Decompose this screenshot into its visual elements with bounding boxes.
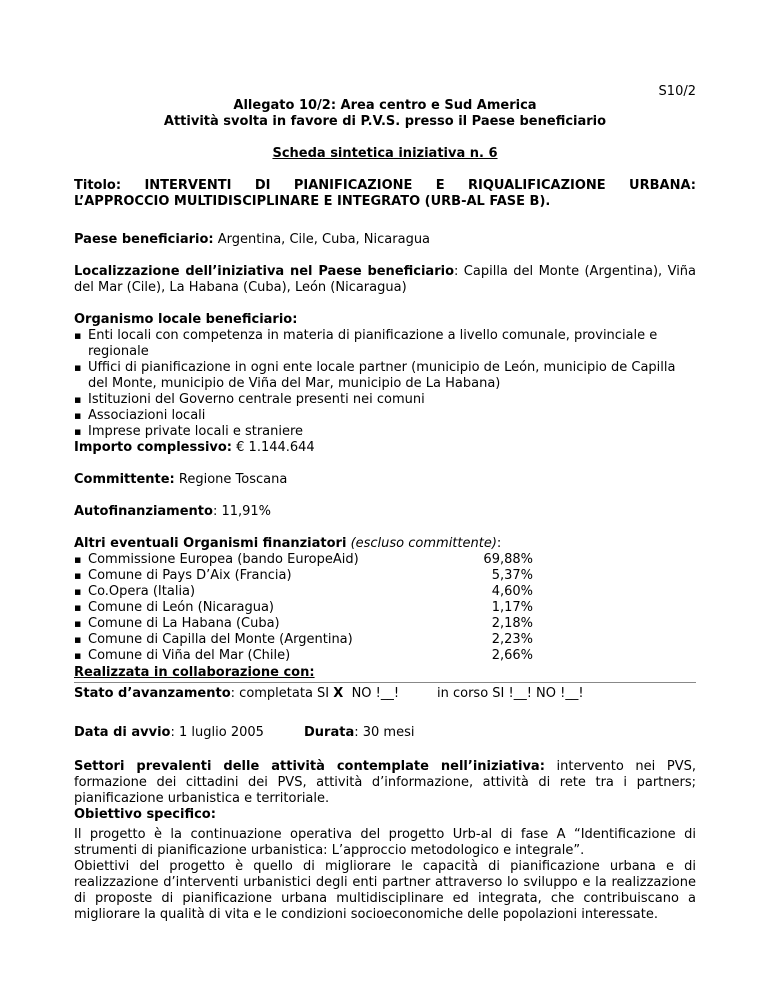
initiative-title-line1 — [74, 178, 696, 194]
objective-paragraph-1: Il progetto è la continuazione operativa del progetto Urb-al di fase A “Identificazione di strumenti di pianificazione urbanistica: L’approccio metodologico e integrale”. — [74, 827, 696, 858]
title-word: INTERVENTI — [144, 178, 232, 193]
funder-name: ▪ Comune di Capilla del Monte (Argentina) — [88, 632, 353, 647]
list-item: ▪ Istituzioni del Governo centrale presenti nei comuni — [74, 392, 696, 408]
annex-title: Allegato 10/2: Area centro e Sud America — [233, 98, 537, 113]
client-value: Regione Toscana — [178, 472, 288, 487]
funder-item — [74, 600, 696, 616]
other-funders-colon: : — [496, 536, 502, 551]
sheet-title: Scheda sintetica iniziativa n. 6 — [272, 146, 498, 161]
beneficiary-country-value: Argentina, Cile, Cuba, Nicaragua — [217, 232, 431, 247]
funder-name: ▪ Commissione Europea (bando EuropeAid) — [88, 552, 359, 567]
other-funders-note: (escluso committente) — [350, 536, 497, 551]
funder-item — [74, 616, 696, 632]
progress-status — [74, 686, 399, 702]
activity-title: Attività svolta in favore di P.V.S. presso il Paese beneficiario — [163, 114, 607, 129]
start-date-value: : 1 luglio 2005 — [170, 725, 264, 740]
client-label: Committente: — [74, 472, 175, 487]
status-completed-mark: X — [333, 686, 344, 701]
localization — [74, 264, 696, 296]
title-word: RIQUALIFICAZIONE — [468, 178, 606, 193]
funder-item — [74, 632, 696, 648]
funder-name: ▪ Comune di Viña del Mar (Chile) — [88, 648, 291, 663]
list-item: ▪ Enti locali con competenza in materia di pianificazione a livello comunale, provinciale e regionale — [74, 328, 696, 360]
sectors-value: intervento nei PVS, formazione dei cittadini dei PVS, attività d’informazione, attività di rete tra i partners; pianificazione urbanistica e territoriale. — [74, 759, 696, 806]
list-item: ▪ Uffici di pianificazione in ogni ente locale partner (municipio de León, municipio de Capilla del Monte, municipio de Viña del Mar, municipio de La Habana) — [74, 360, 696, 392]
total-amount-value: € 1.144.644 — [236, 440, 315, 455]
status-ongoing: in corso SI !__! NO !__! — [437, 686, 584, 701]
start-date — [74, 725, 264, 741]
title-label: Titolo: — [74, 178, 122, 193]
funder-item — [74, 584, 696, 600]
start-date-label: Data di avvio — [74, 725, 171, 740]
title-word: E — [435, 178, 445, 193]
initiative-title-line2: L’APPROCCIO MULTIDISCIPLINARE E INTEGRATO (URB-AL FASE B). — [74, 194, 551, 209]
localization-label: Localizzazione dell’iniziativa nel Paese beneficiario — [74, 264, 455, 279]
funder-name: ▪ Comune di Pays D’Aix (Francia) — [88, 568, 292, 583]
beneficiary-country-label: Paese beneficiario: — [74, 232, 214, 247]
duration-label: Durata — [304, 725, 355, 740]
beneficiary-country — [74, 232, 430, 248]
objective-label: Obiettivo specifico: — [74, 807, 216, 822]
other-funders-list — [74, 552, 696, 664]
duration — [304, 725, 414, 741]
status-completed: : completata SI — [230, 686, 330, 701]
funder-pct: 2,66% — [491, 648, 533, 663]
objective-paragraph-2: Obiettivi del progetto è quello di migliorare le capacità di pianificazione urbana e di realizzazione d’interventi urbanistici degli enti partner attraverso lo sviluppo e la realizzazione di proposte di pianificazione urbana multidisciplinare ed integrata, che contribuiscano a migliorare la qualità di vita e le condizioni socioeconomiche delle popolazioni interessate. — [74, 859, 696, 922]
funder-name: ▪ Co.Opera (Italia) — [88, 584, 196, 599]
section-divider — [74, 682, 696, 683]
funder-name: ▪ Comune di La Habana (Cuba) — [88, 616, 280, 631]
progress-status-label: Stato d’avanzamento — [74, 686, 231, 701]
list-item: ▪ Associazioni locali — [74, 408, 696, 424]
status-completed-no: NO !__! — [351, 686, 400, 701]
document-code: S10/2 — [658, 84, 696, 99]
funder-pct: 69,88% — [483, 552, 533, 567]
title-word: DI — [254, 178, 271, 193]
local-body-list — [74, 328, 696, 440]
sectors-label: Settori prevalenti delle attività contemplate nell’iniziativa: — [74, 759, 545, 774]
funder-item — [74, 552, 696, 568]
list-item: ▪ Imprese private locali e straniere — [74, 424, 696, 440]
funder-pct: 2,18% — [491, 616, 533, 631]
client — [74, 472, 287, 488]
other-funders-heading — [74, 536, 501, 552]
localization-value: : Capilla del Monte (Argentina), Viña del Mar (Cile), La Habana (Cuba), León (Nicaragua) — [74, 264, 697, 295]
title-word: URBANA: — [629, 178, 696, 193]
funder-item — [74, 568, 696, 584]
collaboration-label: Realizzata in collaborazione con: — [74, 665, 315, 680]
sectors — [74, 759, 696, 807]
other-funders-label: Altri eventuali Organismi finanziatori — [74, 536, 347, 551]
self-financing-label: Autofinanziamento — [74, 504, 213, 519]
funder-item — [74, 648, 696, 664]
funder-pct: 5,37% — [491, 568, 533, 583]
total-amount — [74, 440, 315, 456]
local-body-label: Organismo locale beneficiario: — [74, 312, 298, 327]
title-word: PIANIFICAZIONE — [293, 178, 413, 193]
funder-name: ▪ Comune di León (Nicaragua) — [88, 600, 274, 615]
self-financing — [74, 504, 271, 520]
total-amount-label: Importo complessivo: — [74, 440, 232, 455]
funder-pct: 4,60% — [491, 584, 533, 599]
funder-pct: 1,17% — [491, 600, 533, 615]
self-financing-value: : 11,91% — [212, 504, 272, 519]
funder-pct: 2,23% — [491, 632, 533, 647]
duration-value: : 30 mesi — [354, 725, 415, 740]
